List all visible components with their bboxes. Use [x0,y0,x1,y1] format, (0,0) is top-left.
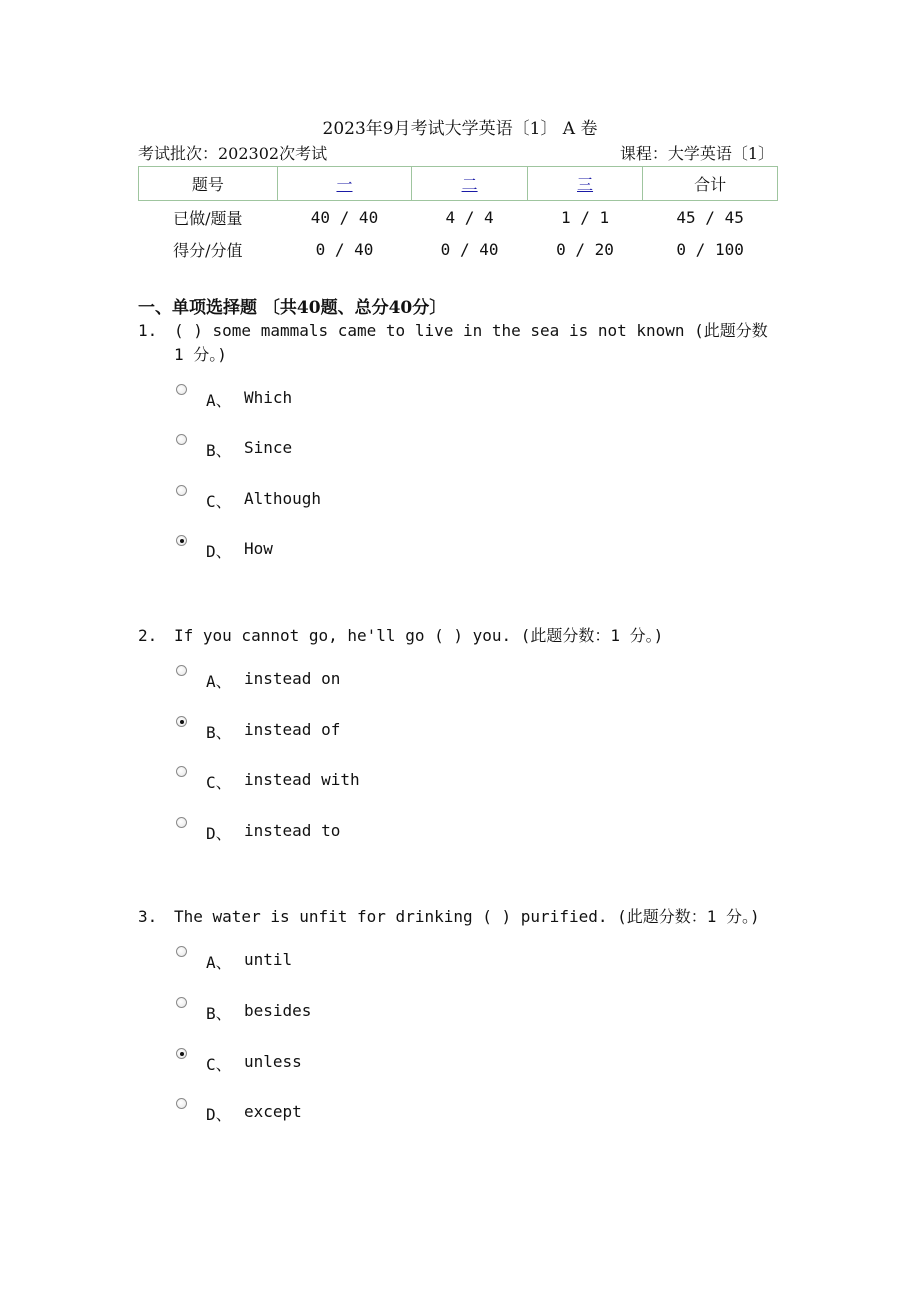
question-stem: ( ) some mammals came to live in the sea is not known (此题分数 [174,321,768,340]
score-table-header [139,167,778,201]
header-question-number: 题号 [139,167,278,201]
question-stem: If you cannot go, he'll go ( ) you. (此题分数：1 分。) [174,626,664,645]
score-table [138,166,778,265]
option-letter: B、 [206,723,232,742]
radio-button[interactable] [176,384,187,395]
option-letter: C、 [206,773,232,792]
option-text: instead on [244,669,341,688]
radio-button[interactable] [176,946,187,957]
table-cell: 40 / 40 [310,207,379,227]
radio-button[interactable] [176,997,187,1008]
table-row [139,201,778,234]
option-text: instead to [244,821,341,840]
radio-button[interactable] [176,434,187,445]
option-letter: A、 [206,953,232,972]
option-text: How [244,539,273,558]
section-link-1-text[interactable]: 一 [336,175,353,194]
row-label-done: 已做/题量 [173,208,243,228]
radio-button-selected[interactable] [176,1048,187,1059]
option-letter: A、 [206,672,232,691]
radio-dot [180,1052,184,1056]
exam-title: 2023年9月考试大学英语〔1〕 A 卷 [322,119,598,139]
table-cell: 1 / 1 [560,207,610,227]
table-cell: 0 / 40 [315,239,374,259]
radio-dot [180,539,184,543]
option-text: except [244,1102,302,1121]
option-text: besides [244,1001,312,1020]
option-text: instead of [244,720,341,739]
radio-button[interactable] [176,665,187,676]
option-text: Which [244,388,293,407]
question-number: 2. [138,626,158,645]
table-cell: 0 / 40 [440,239,499,259]
table-cell: 4 / 4 [445,207,494,227]
section-link-1[interactable] [277,167,412,201]
option-text: unless [244,1052,302,1071]
option-letter: D、 [206,824,232,843]
question-stem-continued: 1 分。) [174,345,227,364]
option-letter: D、 [206,1105,232,1124]
section-link-3-text[interactable]: 三 [577,175,594,194]
section-title: 一、单项选择题 〔共40题、总分40分〕 [138,298,447,318]
radio-button-selected[interactable] [176,535,187,546]
radio-button-selected[interactable] [176,716,187,727]
radio-button[interactable] [176,1098,187,1109]
table-cell: 0 / 100 [676,239,744,259]
header-total: 合计 [643,167,778,201]
question-stem: The water is unfit for drinking ( ) purified. (此题分数：1 分。) [174,907,760,926]
option-text: Although [244,489,322,508]
option-letter: A、 [206,391,232,410]
option-text: until [244,950,293,969]
option-letter: D、 [206,542,232,561]
option-text: Since [244,438,293,457]
radio-dot [180,720,184,724]
row-label-score: 得分/分值 [173,240,243,260]
option-letter: C、 [206,492,232,511]
section-link-2[interactable] [412,167,527,201]
table-row [139,233,778,265]
table-cell: 0 / 20 [556,239,614,259]
section-link-2-text[interactable]: 二 [461,175,478,194]
table-cell: 45 / 45 [676,207,744,227]
option-letter: B、 [206,441,232,460]
exam-batch: 考试批次：202302次考试 [138,144,328,163]
radio-button[interactable] [176,485,187,496]
option-letter: C、 [206,1055,232,1074]
radio-button[interactable] [176,766,187,777]
option-letter: B、 [206,1004,232,1023]
option-text: instead with [244,770,360,789]
section-link-3[interactable] [527,167,642,201]
question-number: 1. [138,321,158,340]
question-number: 3. [138,907,158,926]
course-name: 课程：大学英语〔1〕 [619,144,774,163]
radio-button[interactable] [176,817,187,828]
